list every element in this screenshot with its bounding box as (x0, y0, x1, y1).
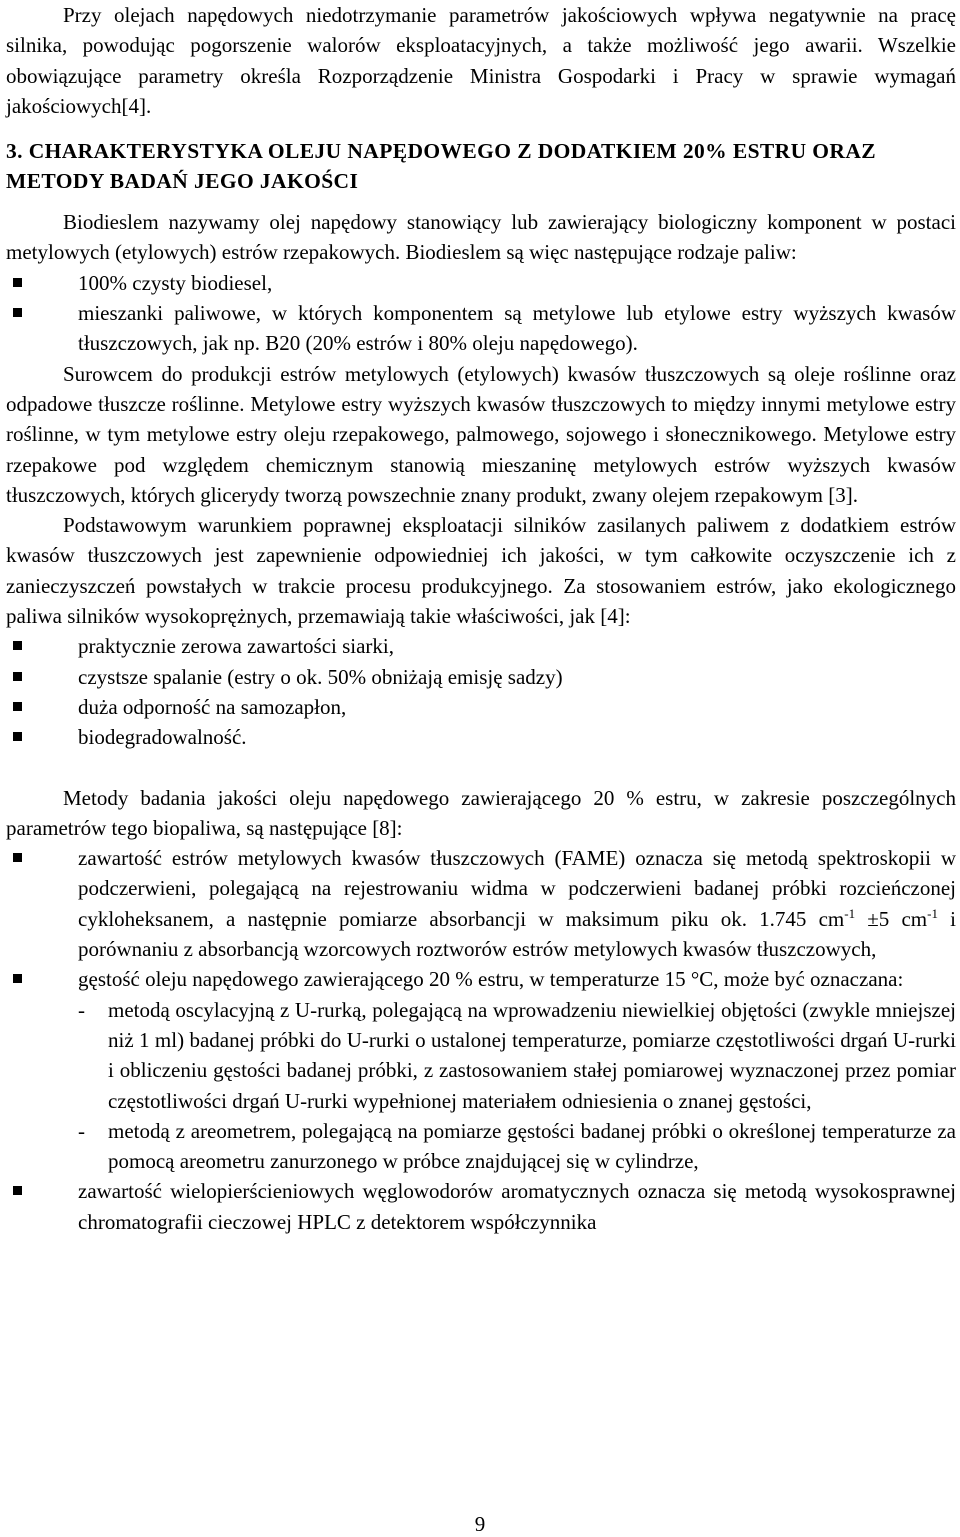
list-item-fame (6, 843, 956, 964)
list-item: czystsze spalanie (estry o ok. 50% obniżają emisję sadzy) (6, 662, 956, 692)
properties-list (6, 631, 956, 752)
list-item: duża odporność na samozapłon, (6, 692, 956, 722)
document-page (6, 0, 956, 1237)
list-item: 100% czysty biodiesel, (6, 268, 956, 298)
density-method-text: metodą z areometrem, polegającą na pomiarze gęstości badanej próbki o określonej temperaturze za pomocą areometru zanurzonego w próbce znajdującej się w cylindrze, (108, 1118, 956, 1174)
raw-material-paragraph: Surowcem do produkcji estrów metylowych (etylowych) kwasów tłuszczowych są oleje roślinne oraz odpadowe tłuszcze roślinne. Metylowe estry wyższych kwasów tłuszczowych to między innymi metylowe estry roślinne, w tym metylowe estry oleju rzepakowego, palmowego, sojowego i słonecznikowego. Metylowe estry rzepakowe pod względem chemicznym stanowią mieszaninę metylowych estrów wyższych kwasów tłuszczowych, których glicerydy tworzą powszechnie znany produkt, zwany olejem rzepakowym [3]. (6, 361, 956, 507)
density-method-text: metodą oscylacyjną z U-rurką, polegającą na wprowadzeniu niewielkiej objętości (zwykle mniejszej niż 1 ml) badanej próbki do U-rurki o ustalonej temperaturze, pomiarze częstotliwości drgań U-rurki i obliczeniu gęstości badanej próbki, z zastosowaniem stałej pomiarowej wyznaczonej przez pomiar częstotliwości drgań U-rurki wypełnionej materiałem odniesienia o znanej gęstości, (108, 997, 956, 1113)
fame-text-c: i porównaniu z absorbancją wzorcowych roztworów estrów metylowych kwasów tłuszczowych, (78, 906, 956, 962)
list-item: praktycznie zerowa zawartości siarki, (6, 631, 956, 661)
condition-paragraph: Podstawowym warunkiem poprawnej eksploatacji silników zasilanych paliwem z dodatkiem estrów kwasów tłuszczowych jest zapewnienie odpowiedniej ich jakości, w tym całkowite oczyszczenie ich z zanieczyszczeń powstałych w trakcie procesu produkcyjnego. Za stosowaniem estrów, jako ekologicznego paliwa silników wysokoprężnych, przemawiają takie właściwości, jak [4]: (6, 513, 956, 629)
page-number: 9 (474, 1512, 486, 1536)
spacer (6, 753, 956, 783)
density-intro: gęstość oleju napędowego zawierającego 20 % estru, w temperaturze 15 °C, może być oznaczana: (78, 967, 904, 992)
methods-paragraph: Metody badania jakości oleju napędowego zawierającego 20 % estru, w zakresie poszczególnych parametrów tego biopaliwa, są następujące [8]: (6, 785, 956, 840)
list-item-density (6, 964, 956, 1176)
fame-text-a: zawartość estrów metylowych kwasów tłuszczowych (FAME) oznacza się metodą spektroskopii w podczerwieni, polegającą na rejestrowaniu widma w podczerwieni badanej próbki rozcieńczonej cykloheksanem, a następnie pomiarze absorbancji w maksimum piku ok. 1.745 cm (78, 846, 956, 931)
superscript: -1 (927, 905, 938, 921)
methods-list (6, 843, 956, 1237)
list-item (6, 1116, 956, 1177)
superscript: -1 (844, 905, 856, 921)
list-item-aromatics: zawartość wielopierścieniowych węglowodorów aromatycznych oznacza się metodą wysokosprawnej chromatografii cieczowej HPLC z detektorem współczynnika (6, 1176, 956, 1237)
intro-paragraph: Przy olejach napędowych niedotrzymanie parametrów jakościowych wpływa negatywnie na pracę silnika, powodując pogorszenie walorów eksploatacyjnych, a także możliwość jego awarii. Wszelkie obowiązujące parametry określa Rozporządzenie Ministra Gospodarki i Pracy w sprawie wymagań jakościowych[4]. (6, 3, 956, 118)
dash-bullet: - (78, 997, 85, 1022)
fame-text-b: ±5 cm (855, 906, 928, 931)
list-item: mieszanki paliwowe, w których komponentem są metylowe lub etylowe estry wyższych kwasów tłuszczowych, jak np. B20 (20% estrów i 80% oleju napędowego). (6, 298, 956, 359)
fuel-types-list (6, 268, 956, 359)
list-item: biodegradowalność. (6, 722, 956, 752)
dash-bullet: - (78, 1118, 85, 1143)
list-item (6, 995, 956, 1116)
biodiesel-paragraph: Biodieslem nazywamy olej napędowy stanowiący lub zawierający biologiczny komponent w postaci metylowych (etylowych) estrów rzepakowych. Biodieslem są więc następujące rodzaje paliw: (6, 210, 956, 265)
density-methods-list (6, 995, 956, 1177)
section-heading: 3. CHARAKTERYSTYKA OLEJU NAPĘDOWEGO Z DODATKIEM 20% ESTRU ORAZ METODY BADAŃ JEGO JAKOŚCI (6, 139, 877, 194)
